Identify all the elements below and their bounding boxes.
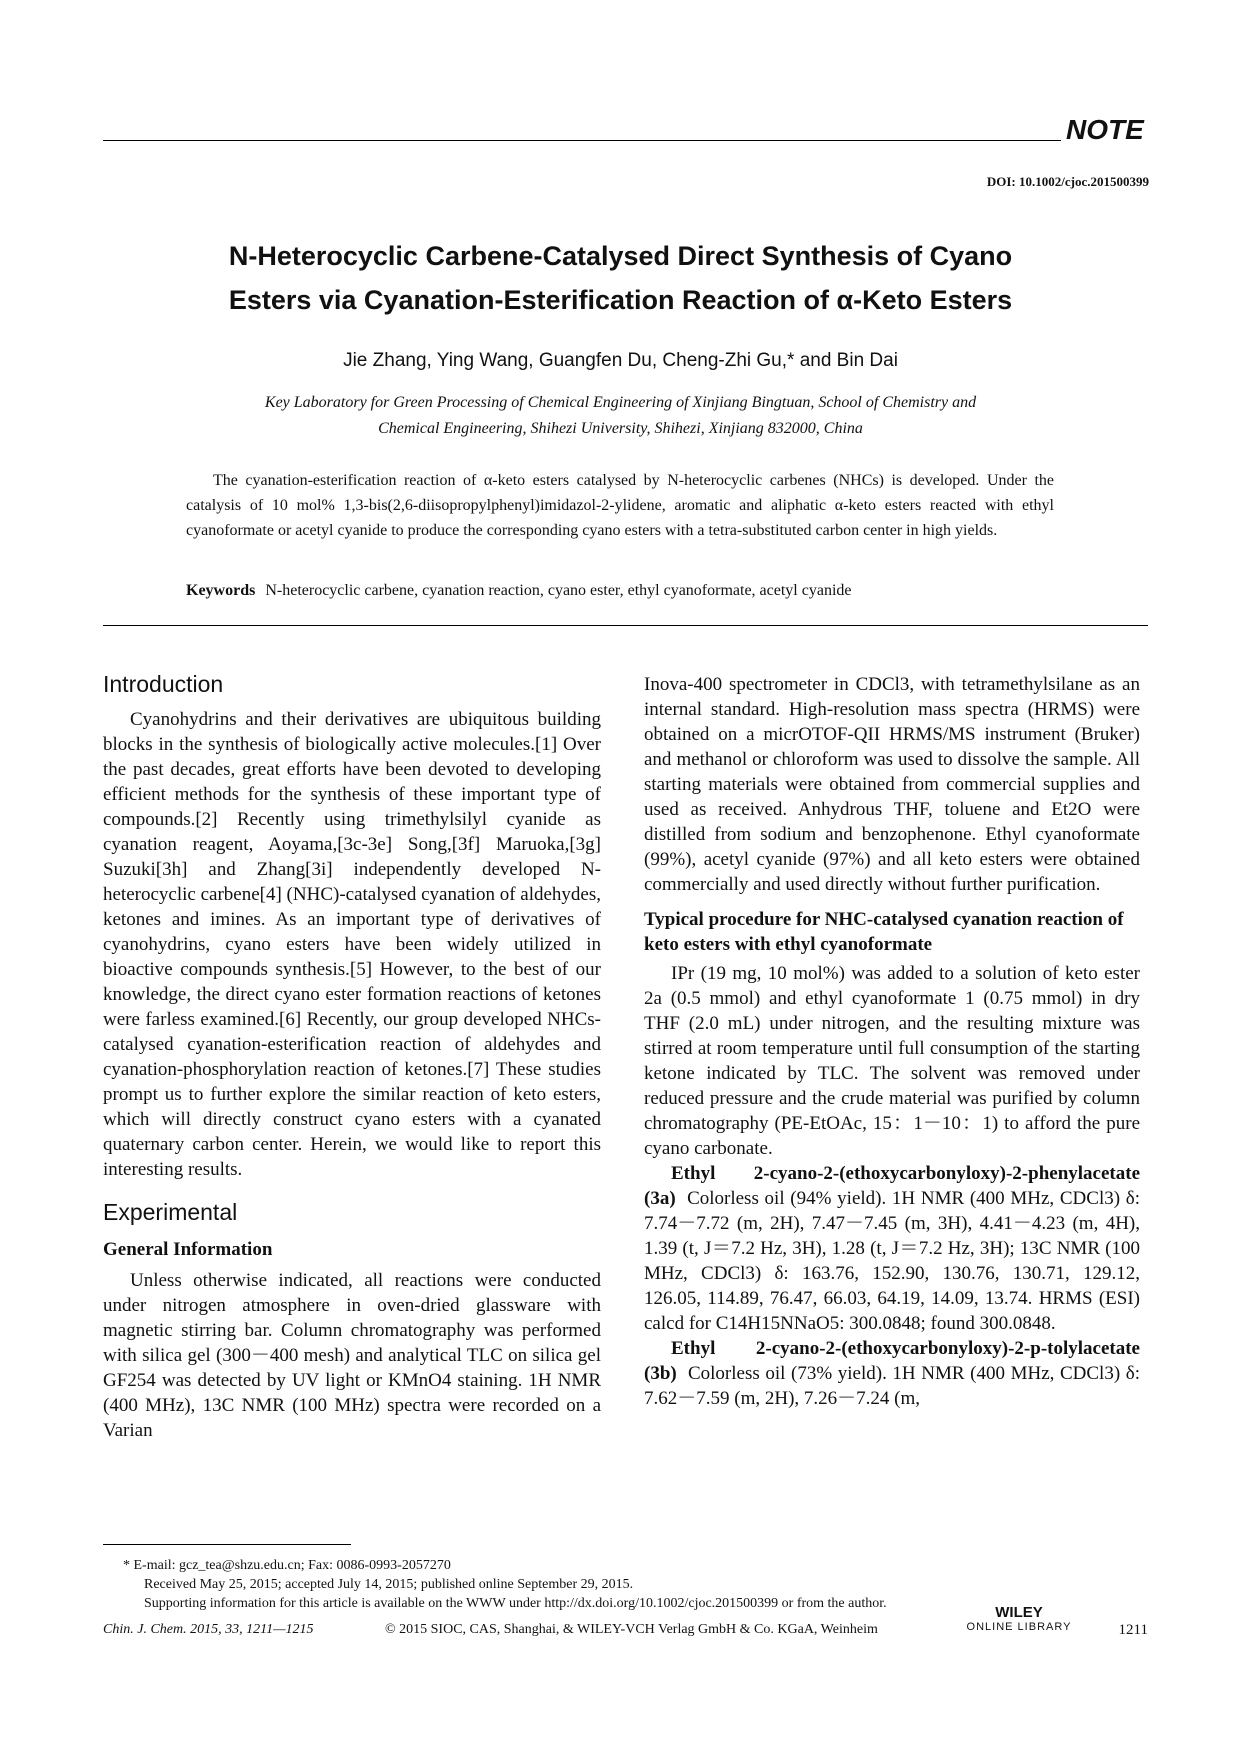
procedure-heading: Typical procedure for NHC-catalysed cyanation reaction of keto esters with ethyl cyanoformate <box>644 909 1124 955</box>
compound-3b-data: Colorless oil (73% yield). 1H NMR (400 MHz, CDCl3) δ: 7.62－7.59 (m, 2H), 7.26－7.24 (m, <box>644 1363 1140 1409</box>
general-info-paragraph: Unless otherwise indicated, all reactions were conducted under nitrogen atmosphere in oven-dried glassware with magnetic stirring bar. Column chromatography was performed with silica gel (300－400 mesh) and analytical TLC on silica gel GF254 was detected by UV light or KMnO4 staining. 1H NMR (400 MHz), 13C NMR (100 MHz) spectra were recorded on a Varian <box>103 1270 601 1441</box>
section-label: NOTE <box>1066 114 1144 145</box>
abstract-rule <box>103 625 1148 626</box>
footnote-supporting: Supporting information for this article is available on the WWW under http://dx.doi.org/10.1002/cjoc.201500399 or from the author. <box>144 1596 887 1611</box>
title-line-1: N-Heterocyclic Carbene-Catalysed Direct Synthesis of Cyano <box>228 241 1013 271</box>
right-column <box>644 672 1140 1411</box>
wiley-logo-text: WILEY <box>995 1604 1043 1621</box>
compound-3a <box>644 1161 1140 1336</box>
abstract: The cyanation-esterification reaction of α-keto esters catalysed by N-heterocyclic carbenes (NHCs) is developed. Under the catalysis of 10 mol% 1,3-bis(2,6-diisopropylphenyl)imidazol-2-ylidene, aromatic and aliphatic α-keto esters reacted with ethyl cyanoformate or acetyl cyanide to produce the corresponding cyano esters with a tetra-substituted carbon center in high yields. <box>186 472 1054 539</box>
page-number: 1211 <box>1118 1622 1148 1638</box>
footnote-email: * E-mail: gcz_tea@shzu.edu.cn; Fax: 0086-0993-2057270 <box>123 1558 451 1573</box>
intro-heading: Introduction <box>103 671 224 697</box>
wiley-logo <box>959 1604 1079 1633</box>
affiliation-line-1: Key Laboratory for Green Processing of Chemical Engineering of Xinjiang Bingtuan, School of Chemistry and <box>264 394 977 411</box>
affiliation <box>150 390 1091 442</box>
keywords <box>186 582 1056 600</box>
article-title <box>100 234 1141 322</box>
wiley-logo-sub: ONLINE LIBRARY <box>966 1621 1072 1633</box>
experimental-heading: Experimental <box>103 1199 238 1225</box>
compound-3a-data: Colorless oil (94% yield). 1H NMR (400 MHz, CDCl3) δ: 7.74－7.72 (m, 2H), 7.47－7.45 (m, 3H), 4.41－4.23 (m, 4H), 1.39 (t, J＝7.2 Hz, 3H), 1.28 (t, J＝7.2 Hz, 3H); 13C NMR (100 MHz, CDCl3) δ: 163.76, 152.90, 130.76, 130.71, 129.12, 126.05, 114.89, 76.47, 66.03, 64.19, 14.09, 13.74. HRMS (ESI) calcd for C14H15NNaO5: 300.0848; found 300.0848. <box>644 1188 1140 1334</box>
left-column <box>103 672 601 1443</box>
journal-citation: Chin. J. Chem. 2015, 33, 1211—1215 <box>103 1622 314 1637</box>
header-rule <box>103 140 1061 141</box>
compound-3a-title: Ethyl 2-cyano-2-(ethoxycarbonyloxy)-2-phenylacetate (3a) <box>644 1163 1140 1209</box>
keywords-label: Keywords <box>186 582 256 599</box>
authors: Jie Zhang, Ying Wang, Guangfen Du, Cheng-Zhi Gu,* and Bin Dai <box>343 350 898 371</box>
copyright: © 2015 SIOC, CAS, Shanghai, & WILEY-VCH Verlag GmbH & Co. KGaA, Weinheim <box>385 1622 878 1637</box>
footnote <box>123 1556 887 1613</box>
intro-paragraph: Cyanohydrins and their derivatives are ubiquitous building blocks in the synthesis of biologically active molecules.[1] Over the past decades, great efforts have been devoted to developing efficient methods for the synthesis of these important type of compounds.[2] Recently using trimethylsilyl cyanide as cyanation reagent, Aoyama,[3c-3e] Song,[3f] Maruoka,[3g] Suzuki[3h] and Zhang[3i] independently developed N-heterocyclic carbene[4] (NHC)-catalysed cyanation of aldehydes, ketones and imines. As an important type of derivatives of cyanohydrins, cyano esters have been widely utilized in bioactive compounds synthesis.[5] However, to the best of our knowledge, the direct cyano ester formation reactions of ketones were farless examined.[6] Recently, our group developed NHCs-catalysed cyanation-esterification reaction of aldehydes and cyanation-phosphorylation reaction of ketones.[7] These studies prompt us to further explore the similar reaction of keto esters, which will directly construct cyano esters with a cyanated quaternary carbon center. Herein, we would like to report this interesting results. <box>103 709 601 1180</box>
general-info-heading: General Information <box>103 1239 273 1260</box>
keywords-text: N-heterocyclic carbene, cyanation reaction, cyano ester, ethyl cyanoformate, acetyl cyanide <box>265 582 852 599</box>
footnote-received: Received May 25, 2015; accepted July 14, 2015; published online September 29, 2015. <box>144 1577 634 1592</box>
procedure-paragraph: IPr (19 mg, 10 mol%) was added to a solution of keto ester 2a (0.5 mmol) and ethyl cyanoformate 1 (0.75 mmol) in dry THF (2.0 mL) under nitrogen, and the resulting mixture was stirred at room temperature until full consumption of the starting ketone indicated by TLC. The solvent was removed under reduced pressure and the crude material was purified by column chromatography (PE-EtOAc, 15：1－10：1) to afford the pure cyano carbonate. <box>644 963 1140 1159</box>
title-line-2: Esters via Cyanation-Esterification Reaction of α-Keto Esters <box>228 285 1013 315</box>
affiliation-line-2: Chemical Engineering, Shihezi University, Shihezi, Xinjiang 832000, China <box>378 420 863 437</box>
doi: DOI: 10.1002/cjoc.201500399 <box>986 174 1149 189</box>
instrument-paragraph: Inova-400 spectrometer in CDCl3, with tetramethylsilane as an internal standard. High-resolution mass spectra (HRMS) were obtained on a micrOTOF-QII HRMS/MS instrument (Bruker) and methanol or chloroform was used to dissolve the sample. All starting materials were obtained from commercial supplies and used as received. Anhydrous THF, toluene and Et2O were distilled from sodium and benzophenone. Ethyl cyanoformate (99%), acetyl cyanide (97%) and all keto esters were obtained commercially and used directly without further purification. <box>644 674 1140 895</box>
footnote-rule <box>103 1544 351 1545</box>
compound-3b-title: Ethyl 2-cyano-2-(ethoxycarbonyloxy)-2-p-tolylacetate (3b) <box>644 1338 1140 1384</box>
compound-3b <box>644 1336 1140 1411</box>
page-footer <box>103 1604 1148 1642</box>
